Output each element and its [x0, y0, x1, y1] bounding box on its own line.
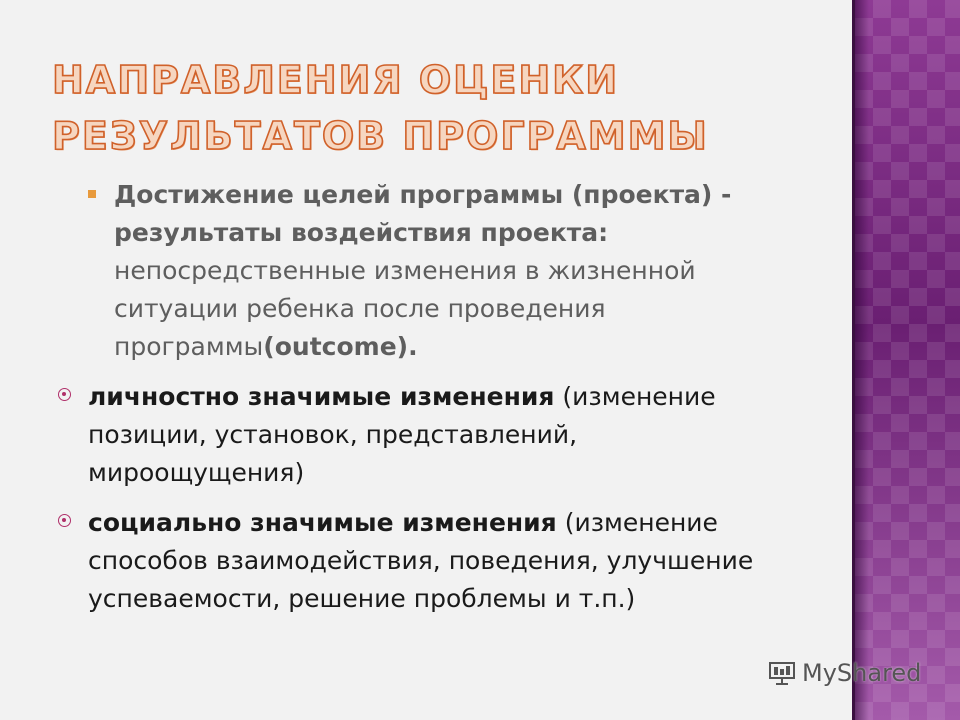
list-item	[58, 504, 798, 618]
sub-point-bold-end: (outcome).	[263, 332, 418, 361]
sub-point-text	[114, 176, 788, 366]
list-item-normal: (изменение способов взаимодействия, поведения, улучшение успеваемости, решение проблемы и т.п.)	[88, 508, 754, 613]
circle-bullet-icon	[58, 514, 71, 527]
title-line-2: РЕЗУЛЬТАТОВ ПРОГРАММЫ	[52, 114, 709, 158]
watermark-logo	[768, 658, 921, 688]
list-item-bold: социально значимые изменения	[88, 508, 557, 537]
circle-bullet-icon	[58, 388, 71, 401]
bullet-list	[58, 378, 798, 630]
sub-point-normal: непосредственные изменения в жизненной ситуации ребенка после проведения программы	[114, 256, 696, 361]
list-item-text	[88, 378, 798, 492]
sub-point	[88, 176, 788, 366]
list-item-text	[88, 504, 798, 618]
slide-title	[52, 52, 832, 164]
watermark-text: MyShared	[802, 659, 922, 687]
list-item-bold: личностно значимые изменения	[88, 382, 555, 411]
list-item	[58, 378, 798, 492]
title-line-1: НАПРАВЛЕНИЯ ОЦЕНКИ	[52, 58, 620, 102]
side-decorative-band	[855, 0, 960, 720]
sub-point-bold: Достижение целей программы (проекта) - результаты воздействия проекта:	[114, 180, 732, 247]
list-item-normal: (изменение позиции, установок, представлений, мироощущения)	[88, 382, 716, 487]
presentation-board-icon	[768, 661, 796, 685]
square-bullet-icon	[88, 190, 96, 198]
